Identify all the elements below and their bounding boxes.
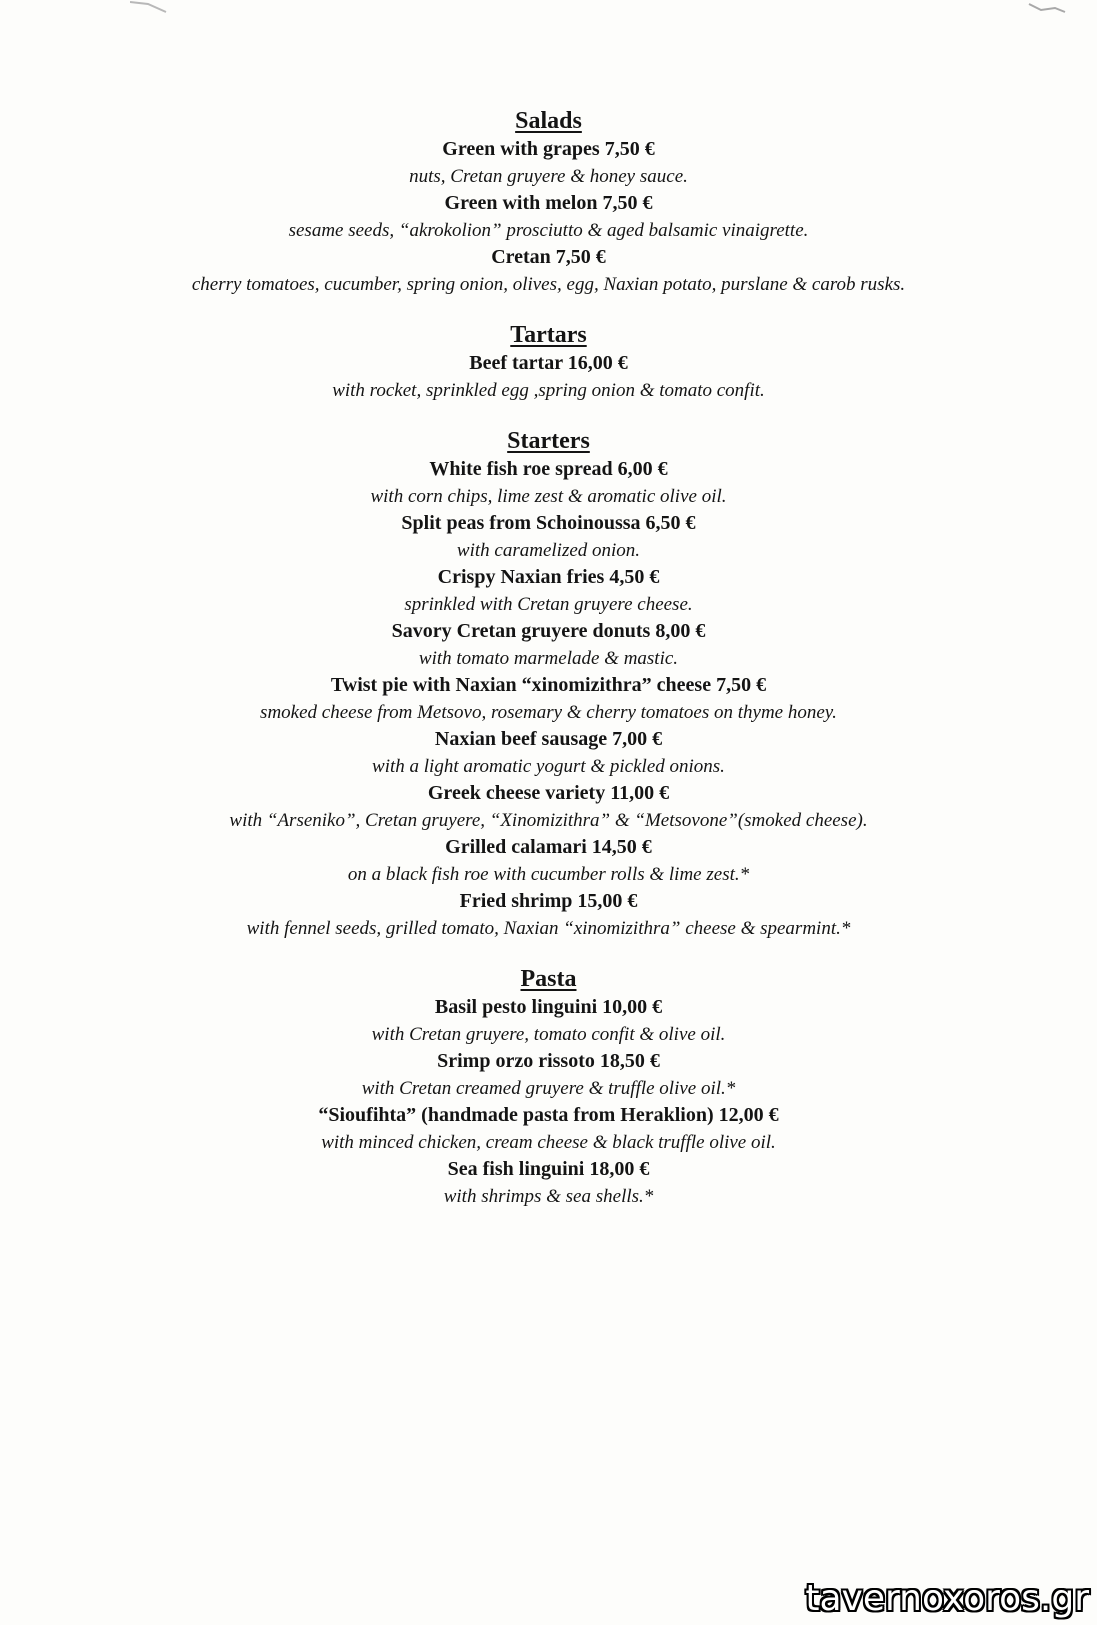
menu-item	[0, 780, 1097, 834]
section-title: Salads	[515, 108, 582, 134]
item-description: with caramelized onion.	[456, 540, 641, 561]
item-name: Beef tartar 16,00 €	[469, 352, 628, 374]
item-name: Twist pie with Naxian “xinomizithra” cheese 7,50 €	[330, 674, 767, 696]
menu-item	[0, 726, 1097, 780]
menu-item	[0, 888, 1097, 942]
section-salads	[0, 106, 1097, 298]
menu-item	[0, 672, 1097, 726]
menu-item	[0, 564, 1097, 618]
item-description: with fennel seeds, grilled tomato, Naxian “xinomizithra” cheese & spearmint.*	[246, 918, 851, 939]
item-name: Basil pesto linguini 10,00 €	[434, 996, 663, 1018]
item-description: with shrimps & sea shells.*	[443, 1186, 654, 1207]
item-name: Split peas from Schoinoussa 6,50 €	[401, 512, 696, 534]
item-name: Fried shrimp 15,00 €	[459, 890, 638, 912]
section-title: Pasta	[520, 966, 577, 992]
section-pasta	[0, 964, 1097, 1210]
item-description: with minced chicken, cream cheese & black truffle olive oil.	[321, 1132, 776, 1153]
menu-content	[0, 106, 1097, 1210]
menu-item	[0, 834, 1097, 888]
menu-item	[0, 190, 1097, 244]
item-description: with a light aromatic yogurt & pickled onions.	[372, 756, 725, 777]
item-description: cherry tomatoes, cucumber, spring onion, olives, egg, Naxian potato, purslane & carob rusks.	[191, 274, 906, 295]
menu-item	[0, 456, 1097, 510]
item-name: Greek cheese variety 11,00 €	[427, 782, 670, 804]
menu-item	[0, 994, 1097, 1048]
menu-item	[0, 1156, 1097, 1210]
item-name: Cretan 7,50 €	[491, 246, 606, 268]
section-tartars	[0, 320, 1097, 404]
item-name: Naxian beef sausage 7,00 €	[434, 728, 663, 750]
menu-item	[0, 618, 1097, 672]
site-watermark: tavernoxoros.gr	[805, 1578, 1089, 1619]
item-name: Crispy Naxian fries 4,50 €	[437, 566, 660, 588]
item-name: Grilled calamari 14,50 €	[445, 836, 652, 858]
menu-item	[0, 1048, 1097, 1102]
item-description: sprinkled with Cretan gruyere cheese.	[404, 594, 693, 615]
section-starters	[0, 426, 1097, 942]
item-description: with tomato marmelade & mastic.	[418, 648, 679, 669]
item-name: Savory Cretan gruyere donuts 8,00 €	[391, 620, 706, 642]
item-name: Green with melon 7,50 €	[444, 192, 653, 214]
menu-item	[0, 1102, 1097, 1156]
item-description: sesame seeds, “akrokolion” prosciutto & aged balsamic vinaigrette.	[288, 220, 809, 241]
item-description: with corn chips, lime zest & aromatic olive oil.	[370, 486, 727, 507]
item-name: White fish roe spread 6,00 €	[429, 458, 668, 480]
menu-item	[0, 244, 1097, 298]
section-title: Starters	[507, 428, 590, 454]
menu-item	[0, 136, 1097, 190]
menu-item	[0, 350, 1097, 404]
item-description: nuts, Cretan gruyere & honey sauce.	[409, 166, 688, 187]
item-description: with “Arseniko”, Cretan gruyere, “Xinomizithra” & “Metsovone”(smoked cheese).	[229, 810, 868, 831]
menu-item	[0, 510, 1097, 564]
item-name: Srimp orzo rissoto 18,50 €	[437, 1050, 660, 1072]
item-name: Green with grapes 7,50 €	[442, 138, 655, 160]
item-description: with Cretan creamed gruyere & truffle olive oil.*	[361, 1078, 736, 1099]
item-name: “Sioufihta” (handmade pasta from Heraklion) 12,00 €	[318, 1104, 779, 1126]
section-title: Tartars	[510, 322, 587, 348]
item-name: Sea fish linguini 18,00 €	[447, 1158, 650, 1180]
item-description: with rocket, sprinkled egg ,spring onion & tomato confit.	[332, 380, 765, 401]
item-description: on a black fish roe with cucumber rolls & lime zest.*	[347, 864, 750, 885]
paper-edge-mark	[130, 0, 170, 14]
paper-edge-mark	[1027, 0, 1067, 14]
item-description: smoked cheese from Metsovo, rosemary & cherry tomatoes on thyme honey.	[260, 702, 837, 723]
item-description: with Cretan gruyere, tomato confit & olive oil.	[371, 1024, 726, 1045]
